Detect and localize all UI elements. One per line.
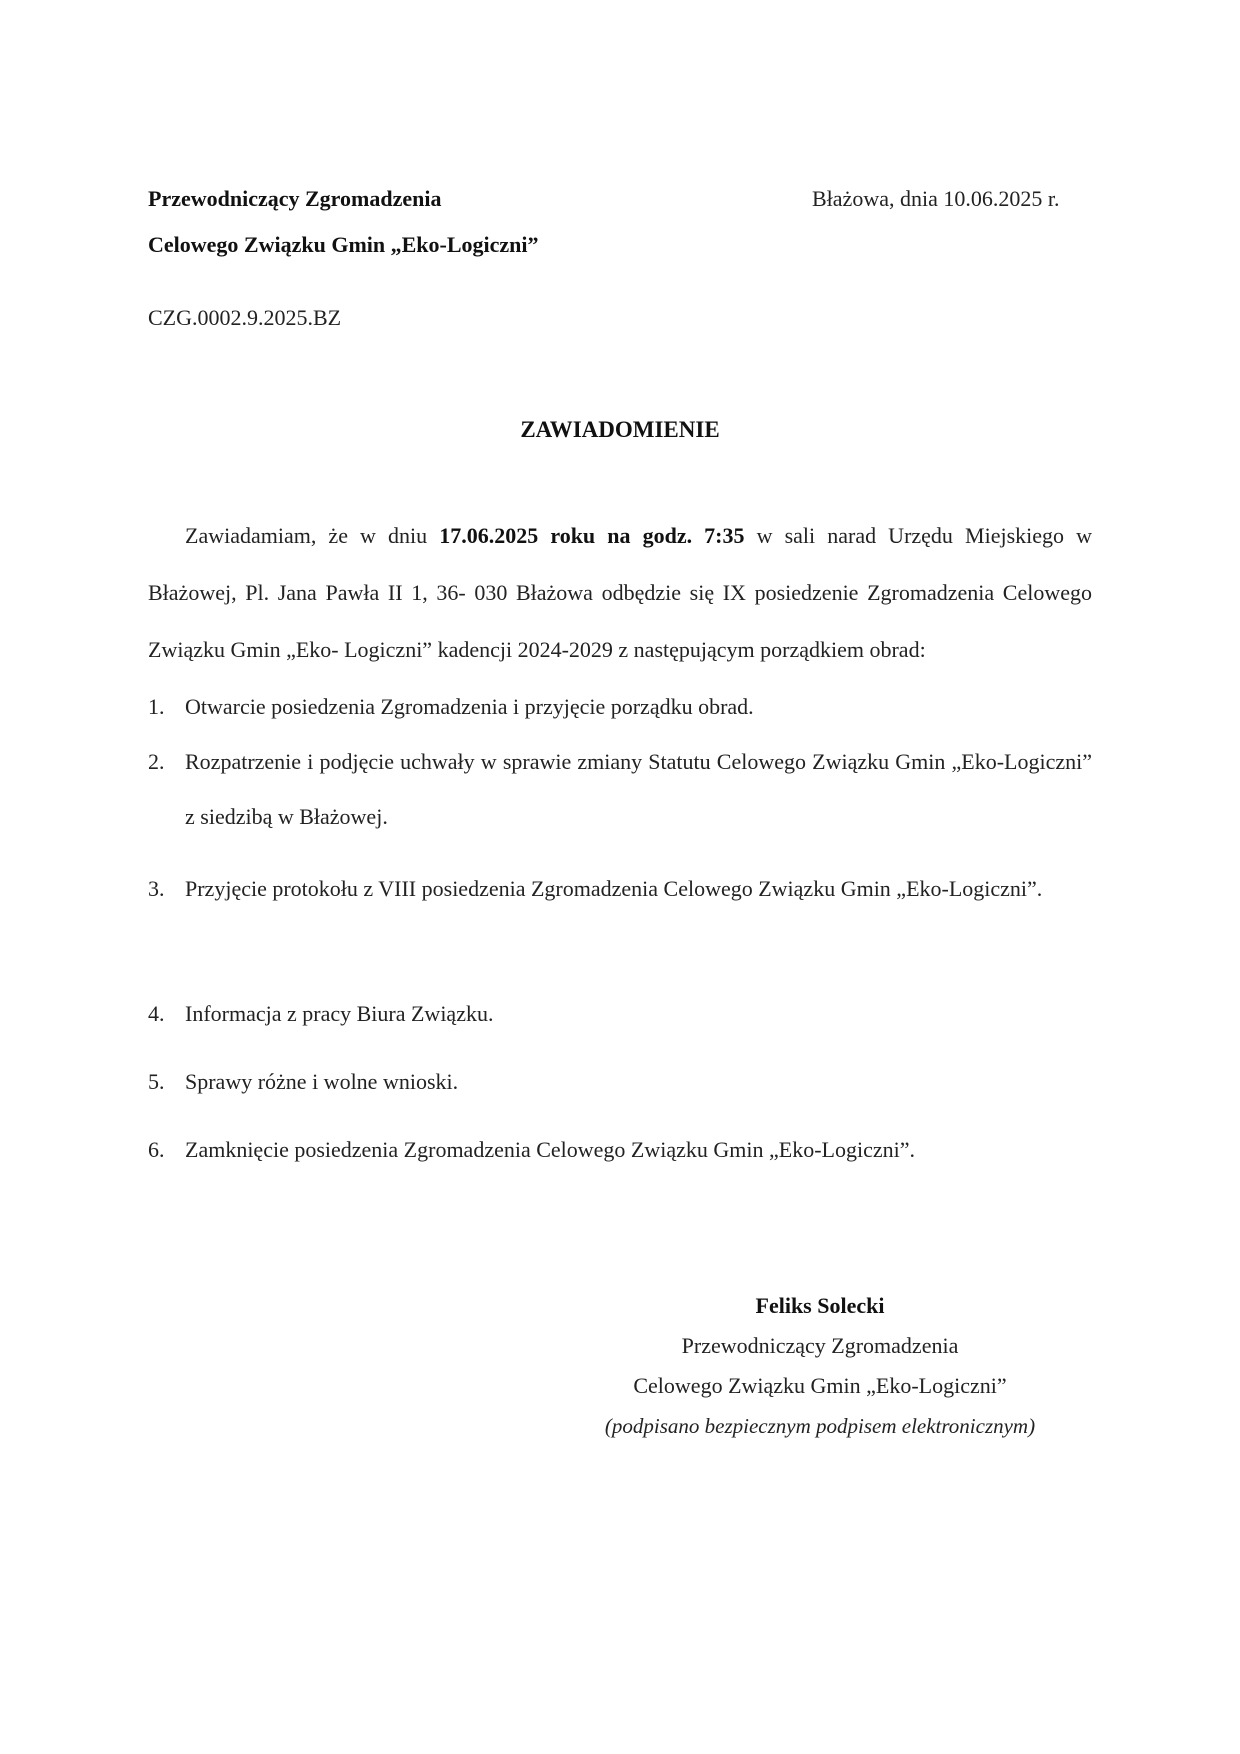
signatory-position-line-2: Celowego Związku Gmin „Eko-Logiczni” (633, 1373, 1007, 1398)
agenda-item-number: 2. (148, 749, 165, 774)
agenda-item-number: 4. (148, 1001, 165, 1026)
agenda-item-text: Otwarcie posiedzenia Zgromadzenia i przyjęcie porządku obrad. (185, 694, 754, 719)
electronic-signature-note: (podpisano bezpiecznym podpisem elektronicznym) (604, 1414, 1036, 1438)
sender-line-1: Przewodniczący Zgromadzenia (148, 186, 442, 211)
agenda-item-number: 5. (148, 1069, 165, 1094)
agenda-item-number: 1. (148, 694, 165, 719)
agenda-item-number: 6. (148, 1137, 165, 1162)
reference-number: CZG.0002.9.2025.BZ (148, 305, 342, 330)
agenda-item (148, 1054, 1092, 1109)
signature-block (560, 1286, 1080, 1446)
notice-intro-before: Zawiadamiam, że w dniu (185, 523, 440, 548)
agenda-item-text: Przyjęcie protokołu z VIII posiedzenia Zgromadzenia Celowego Związku Gmin „Eko-Logiczni”. (185, 876, 1043, 901)
agenda-item (148, 734, 1092, 844)
agenda-item-text: Zamknięcie posiedzenia Zgromadzenia Celowego Związku Gmin „Eko-Logiczni”. (185, 1137, 915, 1162)
sender-block (148, 176, 539, 268)
document-title: ZAWIADOMIENIE (520, 417, 720, 442)
notice-intro-after: w sali narad Urzędu Miejskiego w Błażowej, Pl. Jana Pawła II 1, 36- 030 Błażowa odbędzie się IX posiedzenie Zgromadzenia Celowego Związku Gmin „Eko- Logiczni” kadencji 2024-2029 z następującym porządkiem obrad: (148, 523, 1092, 662)
meeting-date-time: 17.06.2025 roku na godz. 7:35 (439, 523, 745, 548)
notice-paragraph (148, 507, 1092, 678)
agenda-item (148, 986, 1092, 1041)
agenda-item-text: Rozpatrzenie i podjęcie uchwały w sprawie zmiany Statutu Celowego Związku Gmin „Eko-Logiczni” z siedzibą w Błażowej. (185, 749, 1092, 829)
agenda-item (148, 679, 1092, 734)
agenda-item-number: 3. (148, 876, 165, 901)
agenda-item-text: Sprawy różne i wolne wnioski. (185, 1069, 459, 1094)
sender-line-2: Celowego Związku Gmin „Eko-Logiczni” (148, 232, 539, 257)
signatory-position-line-1: Przewodniczący Zgromadzenia (681, 1333, 959, 1358)
agenda-item-text: Informacja z pracy Biura Związku. (185, 1001, 494, 1026)
signatory-name: Feliks Solecki (755, 1293, 885, 1318)
agenda-item (148, 861, 1092, 916)
agenda-item (148, 1122, 1092, 1177)
document-date: Błażowa, dnia 10.06.2025 r. (812, 186, 1060, 211)
